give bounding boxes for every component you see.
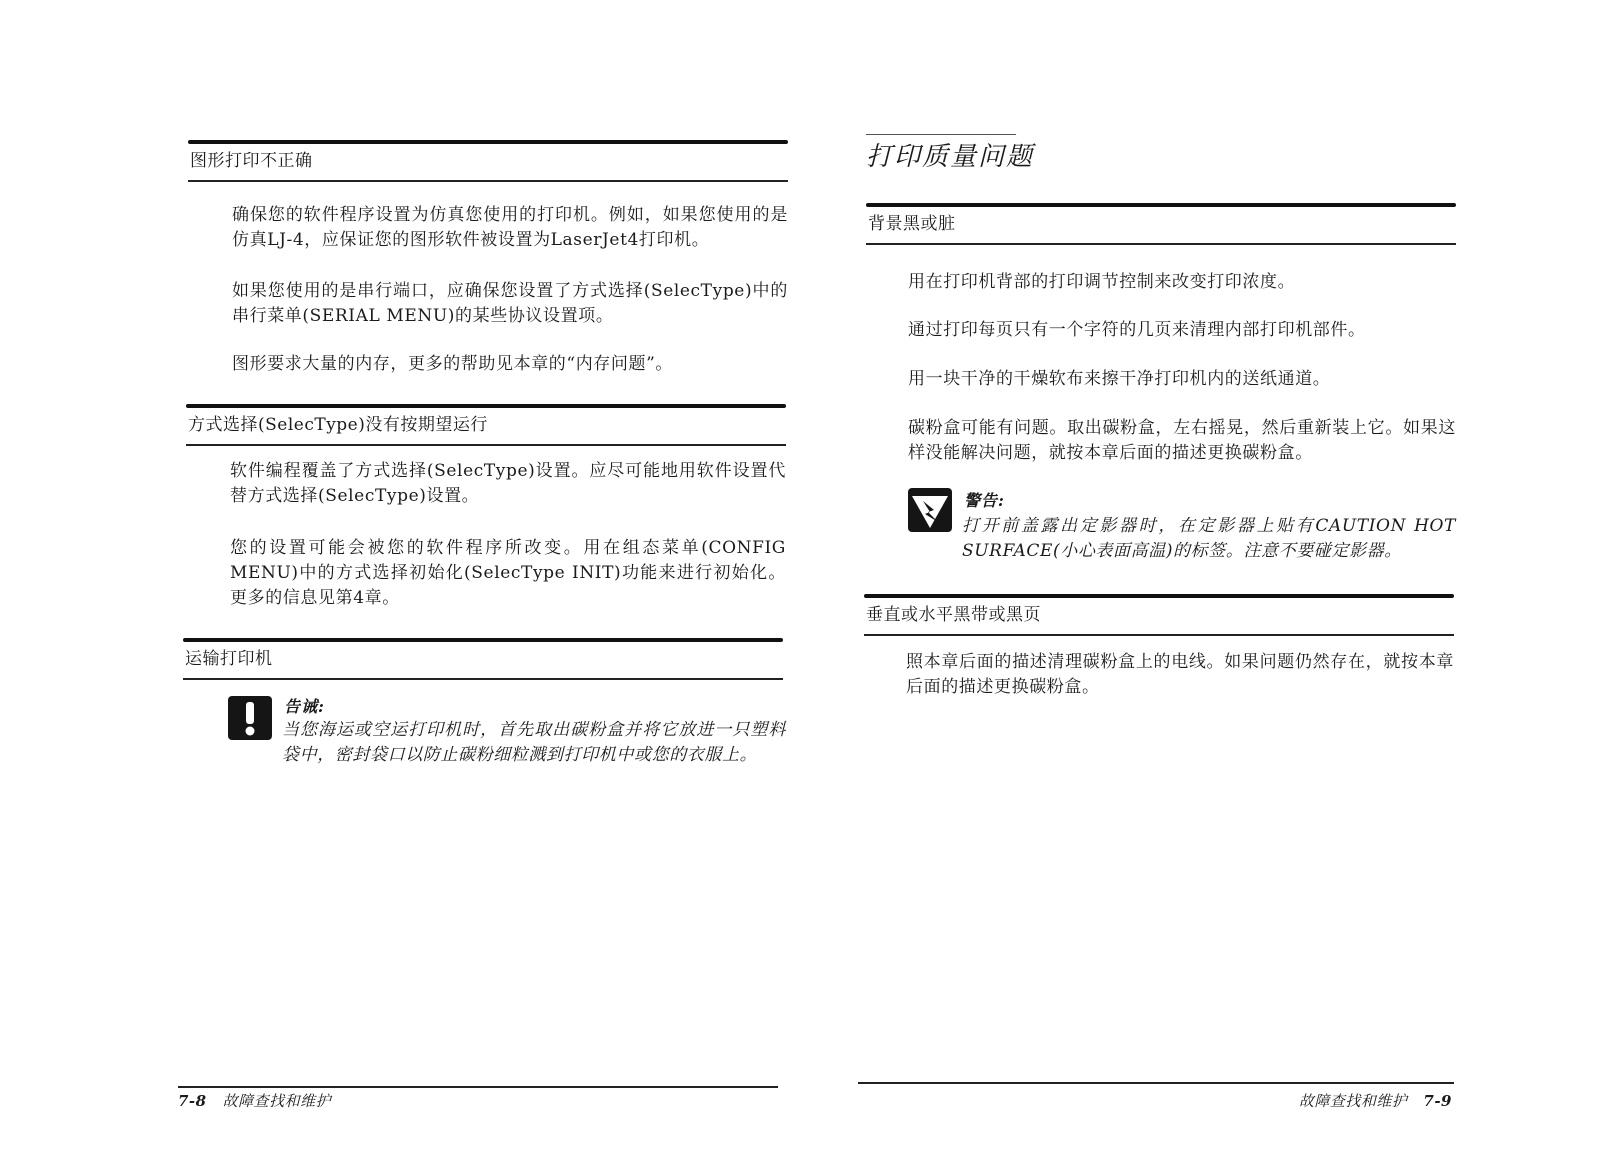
warning-label: 警告: [964,491,1005,510]
chapter-title: 打印质量问题 [866,142,1035,172]
caution-label: 告诫: [284,697,325,716]
section-rule-bottom [864,634,1454,636]
section-header-graphics [188,140,788,182]
section-header-background [866,203,1456,245]
paragraph: 如果您使用的是串行端口，应确保您设置了方式选择(SelecType)中的串行菜单(SERIAL MENU)的某些协议设置项。 [232,281,788,326]
chapter-title-overline [866,134,1016,135]
section-title: 垂直或水平黑带或黑页 [866,605,1041,625]
footer [1299,1090,1452,1111]
exclamation-icon [228,696,272,740]
paragraph: 碳粉盒可能有问题。取出碳粉盒，左右摇晃，然后重新装上它。如果这样没能解决问题，就按本章后面的描述更换碳粉盒。 [908,418,1456,463]
paragraph: 照本章后面的描述清理碳粉盒上的电线。如果问题仍然存在，就按本章后面的描述更换碳粉盒。 [906,652,1454,697]
footer [178,1090,331,1111]
paragraph: 用一块干净的干燥软布来擦干净打印机内的送纸通道。 [908,369,1331,389]
section-title: 运输打印机 [185,649,273,669]
section-rule-bottom [186,444,786,446]
footer-rule [178,1086,778,1088]
caution-notice [228,694,788,804]
footer-rule [858,1082,1454,1084]
paragraph: 确保您的软件程序设置为仿真您使用的打印机。例如，如果您使用的是仿真LJ-4，应保证您的图形软件被设置为LaserJet4打印机。 [232,205,788,250]
section-title: 背景黑或脏 [868,214,956,234]
warning-text: 打开前盖露出定影器时，在定影器上贴有CAUTION HOT SURFACE(小心表面高温)的标签。注意不要碰定影器。 [962,516,1456,561]
page-number: 7-8 [178,1092,207,1110]
chapter-name: 故障查找和维护 [1298,1092,1408,1110]
lightning-warning-icon [908,488,952,532]
section-header-bands [864,594,1454,636]
section-rule-bottom [866,243,1456,245]
paragraph: 通过打印每页只有一个字符的几页来清理内部打印机部件。 [908,320,1366,340]
page-number: 7-9 [1423,1092,1452,1110]
warning-notice [908,486,1456,576]
section-title: 图形打印不正确 [190,151,313,171]
section-rule-bottom [183,678,783,680]
section-header-selectype [186,404,786,446]
paragraph: 软件编程覆盖了方式选择(SelecType)设置。应尽可能地用软件设置代替方式选择(SelecType)设置。 [230,461,786,506]
caution-text: 当您海运或空运打印机时，首先取出碳粉盒并将它放进一只塑料袋中，密封袋口以防止碳粉细粒溅到打印机中或您的衣服上。 [282,720,786,765]
section-rule-bottom [188,180,788,182]
section-title: 方式选择(SelecType)没有按期望运行 [188,415,488,435]
paragraph: 图形要求大量的内存，更多的帮助见本章的“内存问题”。 [232,354,673,374]
chapter-name: 故障查找和维护 [222,1092,332,1110]
paragraph: 您的设置可能会被您的软件程序所改变。用在组态菜单(CONFIG MENU)中的方式选择初始化(SelecType INIT)功能来进行初始化。更多的信息见第4章。 [230,538,786,608]
section-header-transport [183,638,783,680]
paragraph: 用在打印机背部的打印调节控制来改变打印浓度。 [908,272,1296,292]
